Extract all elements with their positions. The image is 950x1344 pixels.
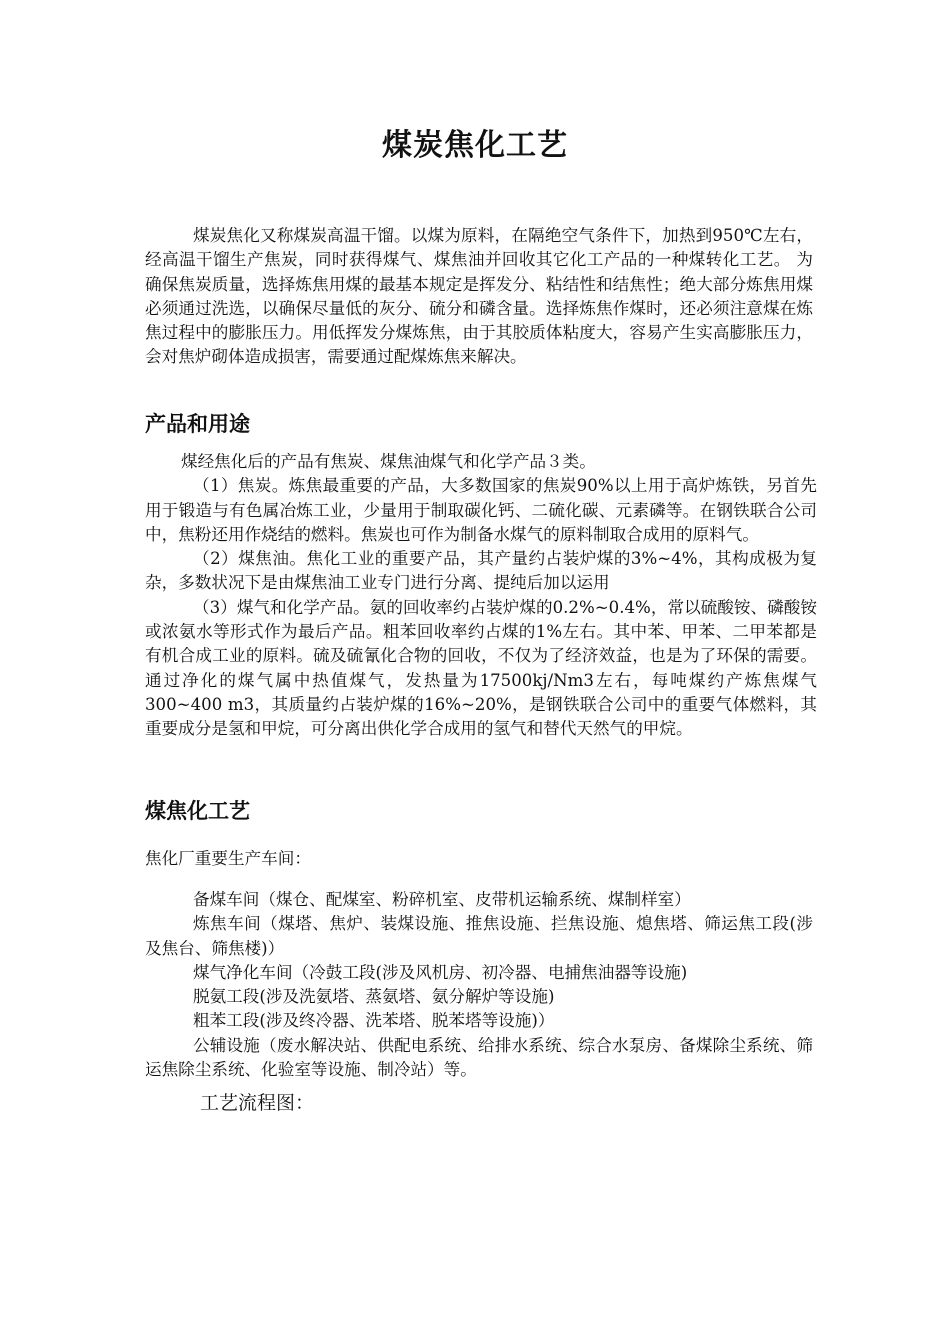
products-paragraph: （2）煤焦油。焦化工业的重要产品，其产量约占装炉煤的3%~4%，其构成极为复杂，多数状况下是由煤焦油工业专门进行分离、提纯后加以运用	[145, 549, 817, 593]
document-title: 煤炭焦化工艺	[382, 128, 568, 163]
intro-block	[145, 224, 813, 370]
flow-chart-label: 工艺流程图：	[200, 1092, 315, 1114]
section-heading-products: 产品和用途	[145, 412, 250, 436]
workshop-item: 脱氨工段(涉及洗氨塔、蒸氨塔、氨分解炉等设施)	[193, 987, 555, 1007]
workshop-item: 粗苯工段(涉及终冷器、洗苯塔、脱苯塔等设施)）	[193, 1011, 555, 1031]
products-paragraph: （1）焦炭。炼焦最重要的产品，大多数国家的焦炭90%以上用于高炉炼铁，另首先用于锻造与有色属冶炼工业，少量用于制取碳化钙、二硫化碳、元素磷等。在钢铁联合公司中，焦粉还用作烧结的燃料。焦炭也可作为制备水煤气的原料制取合成用的原料气。	[145, 476, 817, 544]
intro-paragraph: 煤炭焦化又称煤炭高温干馏。以煤为原料，在隔绝空气条件下，加热到950℃左右，经高温干馏生产焦炭，同时获得煤气、煤焦油并回收其它化工产品的一种煤转化工艺。 为确保焦炭质量，选择炼焦用煤的最基本规定是挥发分、粘结性和结焦性；绝大部分炼焦用煤必须通过洗选，以确保尽量低的灰分、硫分和磷含量。选择炼焦作煤时，还必须注意煤在炼焦过程中的膨胀压力。用低挥发分煤炼焦，由于其胶质体粘度大，容易产生实高膨胀压力，会对焦炉砌体造成损害，需要通过配煤炼焦来解决。	[145, 226, 813, 367]
products-paragraph: （3）煤气和化学产品。氨的回收率约占装炉煤的0.2%~0.4%，常以硫酸铵、磷酸铵或浓氨水等形式作为最后产品。粗苯回收率约占煤的1%左右。其中苯、甲苯、二甲苯都是有机合成工业的原料。硫及硫氰化合物的回收，不仅为了经济效益，也是为了环保的需要。通过净化的煤气属中热值煤气，发热量为17500kj/Nm3左右，每吨煤约产炼焦煤气300~400 m3，其质量约占装炉煤的16%~20%，是钢铁联合公司中的重要气体燃料，其重要成分是氢和甲烷，可分离出供化学合成用的氢气和替代天然气的甲烷。	[145, 597, 817, 739]
workshop-item: 煤气净化车间（冷鼓工段(涉及风机房、初冷器、电捕焦油器等设施)	[193, 962, 688, 982]
workshop-item: 炼焦车间（煤塔、焦炉、装煤设施、推焦设施、拦焦设施、熄焦塔、筛运焦工段(涉及焦台、筛焦楼)）	[145, 914, 813, 958]
workshops-lead: 焦化厂重要生产车间：	[145, 849, 311, 868]
workshop-item: 公辅设施（废水解决站、供配电系统、给排水系统、综合水泵房、备煤除尘系统、筛运焦除尘系统、化验室等设施、制冷站）等。	[145, 1035, 813, 1080]
products-block	[145, 450, 817, 742]
workshop-item: 备煤车间（煤仓、配煤室、粉碎机室、皮带机运输系统、煤制样室）	[193, 890, 691, 909]
section-heading-process: 煤焦化工艺	[145, 799, 250, 823]
workshops-block	[145, 888, 813, 1082]
products-paragraph: 煤经焦化后的产品有焦炭、煤焦油煤气和化学产品３类。	[181, 452, 596, 471]
